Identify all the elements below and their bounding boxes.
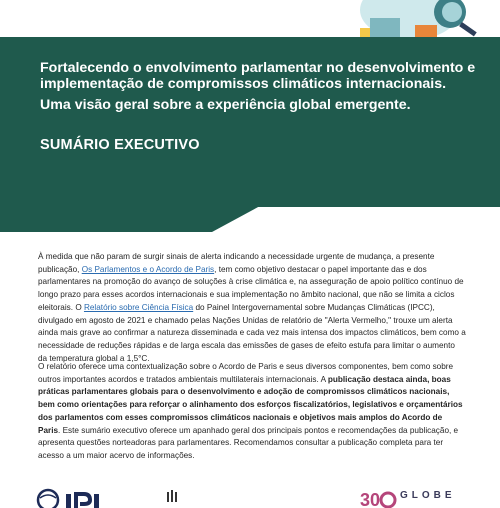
paragraph-summary-text-1: O relatório oferece uma contextualização sobre o Acordo de Paris e seus diversos componentes, bem como sobre outros importantes acordos e tratados ambientais multilaterais internacionais. A (38, 362, 454, 384)
globe-logo-text: GLOBE (400, 490, 456, 501)
paragraph-summary-text-2: . Este sumário executivo oferece um apanhado geral dos principais pontos e recomendações da publicação, e apresenta questões norteadoras para parlamentares. Recomendamos consultar a publicação completa para ter acesso a um maior acervo de informações. (38, 425, 459, 460)
globe-illustration-icon (340, 0, 500, 38)
paragraph-intro (38, 251, 466, 365)
paragraph-intro-text-1: À medida que não param de surgir sinais de alerta indicando a necessidade urgente de mudança, a presente publicação, (38, 252, 435, 274)
physical-science-report-link[interactable]: Relatório sobre Ciência Física (83, 302, 194, 312)
banner-notch (0, 206, 500, 232)
paris-agreement-link[interactable]: Os Parlamentos e o Acordo de Paris (81, 264, 215, 274)
paragraph-intro-text-2: , tem como objetivo destacar o papel importante das e dos parlamentares na promoção do avanço de soluções à crise climática e, na asseguração de apoio político contínuo de longo prazo para esses acordos internacionais e sua implementação no âmbito nacional, que não se limita a ciclos eleitorais. O (38, 264, 464, 312)
paragraph-summary-bold: publicação destaca ainda, boas práticas parlamentares globais para o desenvolvimento e adoção de compromissos climáticos nacionais, bem como orientações para reforçar o alinhamento dos esforços fiscalizatórios, legislativos e orçamentários dos parlamentos com esses compromissos climáticos nacionais e objetivos mais amplos do Acordo de Paris (38, 374, 463, 435)
partner-logo-icon (165, 490, 185, 502)
paragraph-summary (38, 361, 466, 463)
paragraph-intro-text-3: do Painel Intergovernamental sobre Mudanças Climáticas (IPCC), divulgado em agosto de 2021 e chamado pelas Nações Unidas de relatório de "Alerta Vermelho," trouxe um alerta ainda mais grave ao confirmar a natureza disseminada e cada vez mais intensa dos impactos climáticos, bem como a necessidade de reduções rápidas e de larga escala das emissões de gases de efeito estufa para limitar o aumento da temperatura global a 1,5°C. (38, 302, 466, 363)
globe-badge-number: 30 (360, 490, 381, 508)
section-heading: SUMÁRIO EXECUTIVO (40, 137, 200, 153)
ipu-logo-icon (36, 488, 126, 508)
document-title: Fortalecendo o envolvimento parlamentar no desenvolvimento e implementação de compromissos climáticos internacionais. (40, 60, 476, 92)
document-subtitle: Uma visão geral sobre a experiência global emergente. (40, 97, 411, 113)
